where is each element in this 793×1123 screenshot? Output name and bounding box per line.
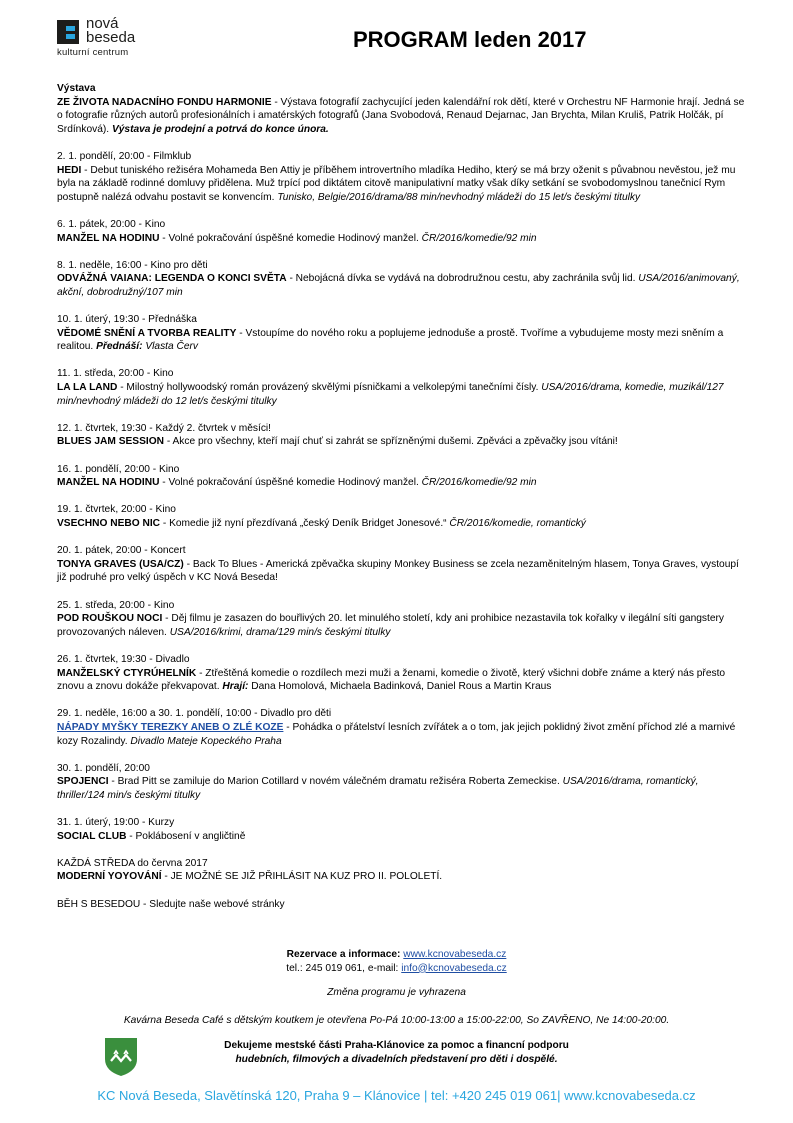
event-text: - Volné pokračování úspěšné komedie Hodinový manžel. bbox=[159, 477, 422, 489]
event-description bbox=[57, 381, 747, 408]
event-text: - Nebojácná dívka se vydává na dobrodružnou cestu, aby zachránila svůj lid. bbox=[286, 273, 639, 285]
event-text: - Akce pro všechny, kteří mají chuť si zahrát se spřízněnými dušemi. Zpěváci a zpěvačky jsou vítáni! bbox=[164, 436, 618, 448]
program-event bbox=[57, 816, 747, 843]
event-date: Výstava bbox=[57, 83, 96, 94]
event-description bbox=[57, 232, 747, 246]
program-event bbox=[57, 259, 747, 300]
cast-label: Hrají: bbox=[222, 681, 249, 693]
event-description bbox=[57, 667, 747, 694]
program-event bbox=[57, 313, 747, 354]
program-event bbox=[57, 544, 747, 585]
event-info: ČR/2016/komedie/92 min bbox=[421, 232, 537, 244]
event-title: VSECHNO NEBO NIC bbox=[57, 518, 161, 529]
event-date: 19. 1. čtvrtek, 20:00 - Kino bbox=[57, 504, 176, 516]
event-title: POD ROUŠKOU NOCI bbox=[57, 613, 163, 625]
event-date: 2. 1. pondělí, 20:00 - Filmklub bbox=[57, 150, 192, 162]
program-event bbox=[57, 653, 747, 694]
program-event bbox=[57, 599, 747, 640]
event-title-link[interactable]: NÁPADY MYŠKY TEREZKY ANEB O ZLÉ KOZE bbox=[57, 721, 284, 733]
event-title: MANŽELSKÝ CTYRÚHELNÍK bbox=[57, 667, 197, 679]
program-event bbox=[57, 503, 747, 530]
event-description bbox=[57, 775, 747, 802]
event-date: 30. 1. pondělí, 20:00 bbox=[57, 762, 150, 774]
event-description bbox=[57, 612, 747, 639]
event-title: LA LA LAND bbox=[57, 382, 118, 394]
lecturer-label: Přednáší: bbox=[96, 341, 143, 353]
event-date: 26. 1. čtvrtek, 19:30 - Divadlo bbox=[57, 653, 190, 665]
event-text: - Děj filmu je zasazen do bouřlivých 20. let minulého století, kdy ani prohibice nezastavila tok kořalky v ilegální síti gangstery provozovaných náleven. bbox=[57, 613, 725, 638]
event-date: 29. 1. neděle, 16:00 a 30. 1. pondělí, 10:00 - Divadlo pro děti bbox=[57, 708, 332, 720]
event-text: - JE MOŽNÉ SE JIŽ PŘIHLÁSIT NA KUZ PRO II. POLOLETÍ. bbox=[161, 871, 443, 883]
event-title: SPOJENCI bbox=[57, 776, 109, 788]
event-info: USA/2016/drama, komedie, muzikál/127 min/nevhodný mládeži do 12 let/s českými titulky bbox=[57, 382, 724, 407]
event-description bbox=[57, 830, 747, 844]
event-date: 10. 1. úterý, 19:30 - Přednáška bbox=[57, 314, 197, 326]
program-event bbox=[57, 857, 747, 884]
program-event bbox=[57, 762, 747, 803]
event-title: MANŽEL NA HODINU bbox=[57, 477, 160, 489]
event-description bbox=[57, 476, 747, 490]
event-title: SOCIAL CLUB bbox=[57, 830, 127, 842]
program-event bbox=[57, 422, 747, 449]
logo-wordmark: nová beseda bbox=[86, 15, 136, 46]
lecturer-name: Vlasta Červ bbox=[142, 341, 198, 353]
program-event bbox=[57, 218, 747, 245]
event-description bbox=[57, 327, 747, 354]
reservation-label: Rezervace a informace: bbox=[286, 949, 401, 960]
event-text: - Poklábosení v angličtině bbox=[126, 830, 246, 842]
program-event bbox=[57, 82, 747, 136]
event-title: ODVÁŽNÁ VAIANA: LEGENDA O KONCI SVĚTA bbox=[57, 273, 287, 285]
program-list bbox=[57, 82, 747, 925]
event-date: 20. 1. pátek, 20:00 - Koncert bbox=[57, 545, 186, 557]
event-note: Výstava je prodejní a potrvá do konce února. bbox=[111, 123, 329, 135]
event-description bbox=[57, 517, 747, 531]
phone-text: tel.: 245 019 061, e-mail: bbox=[286, 962, 399, 974]
event-description bbox=[57, 435, 747, 449]
event-date: BĚH S BESEDOU - Sledujte naše webové stránky bbox=[57, 898, 285, 910]
website-link[interactable]: www.kcnovabeseda.cz bbox=[403, 949, 507, 960]
cast-names: Dana Homolová, Michaela Badinková, Daniel Rous a Martin Kraus bbox=[248, 681, 552, 693]
event-title: HEDI bbox=[57, 164, 82, 176]
cafe-hours: Kavárna Beseda Café s dětským koutkem je otevřena Po-Pá 10:00-13:00 a 15:00-22:00, So ZAVŘENO, Ne 14:00-20:00. bbox=[123, 1015, 670, 1026]
sponsor-line-2: hudebních, filmových a divadelních představení pro děti i dospělé. bbox=[235, 1053, 558, 1065]
event-date: 12. 1. čtvrtek, 19:30 - Každý 2. čtvrtek v měsíci! bbox=[57, 422, 272, 434]
event-text: - Back To Blues - Americká zpěvačka skupiny Monkey Business se zcela nezaměnitelným hlasem, Tonya Graves, vystoupí již podruhé pro velký úspěch v KC Nová Beseda! bbox=[57, 558, 739, 584]
program-event bbox=[57, 898, 747, 912]
program-event bbox=[57, 367, 747, 408]
event-description bbox=[57, 272, 747, 299]
event-date: 6. 1. pátek, 20:00 - Kino bbox=[57, 218, 166, 230]
event-text: - Volné pokračování úspěšné komedie Hodinový manžel. bbox=[159, 232, 422, 244]
event-date: 16. 1. pondělí, 20:00 - Kino bbox=[57, 463, 180, 475]
event-text: - Ztřeštěná komedie o rozdílech mezi muži a ženami, komedie o životě, který všichni dobře známe a který nás přesto znovu a znovu dokáže překvapovat. bbox=[57, 667, 726, 693]
event-date: 25. 1. středa, 20:00 - Kino bbox=[57, 599, 175, 611]
event-title: VĚDOMÉ SNĚNÍ A TVORBA REALITY bbox=[57, 327, 237, 339]
event-date: 11. 1. středa, 20:00 - Kino bbox=[57, 368, 174, 380]
event-text: - Výstava fotografií zachycující jeden kalendářní rok dětí, které v Orchestru NF Harmonie hrají. Jedná se o fotografie různých autorů profesionálních i amatérských fotografů (Jana Svobodová, Renaud Dejarnac, Jan Brychta, Milan Kruliš, Patrik Holčák, pí Srdínková). bbox=[57, 96, 745, 135]
event-date: 31. 1. úterý, 19:00 - Kurzy bbox=[57, 817, 175, 829]
event-info: Divadlo Mateje Kopeckého Praha bbox=[130, 735, 282, 747]
footer-address: KC Nová Beseda, Slavětínská 120, Praha 9 – Klánovice | tel: +420 245 019 061| www.kcnovabeseda.cz bbox=[97, 1088, 696, 1103]
event-info: USA/2016/animovaný, akční, dobrodružný/107 min bbox=[57, 273, 740, 298]
event-info: ČR/2016/komedie, romantický bbox=[449, 518, 586, 529]
program-event bbox=[57, 707, 747, 748]
event-description bbox=[57, 870, 747, 884]
event-title: ZE ŽIVOTA NADACNÍHO FONDU HARMONIE bbox=[57, 96, 272, 108]
email-link[interactable]: info@kcnovabeseda.cz bbox=[401, 962, 507, 974]
logo-mark-icon bbox=[57, 20, 79, 44]
program-event bbox=[57, 463, 747, 490]
event-text: - Brad Pitt se zamiluje do Marion Cotillard v novém válečném dramatu režiséra Roberta Zemeckise. bbox=[108, 776, 563, 788]
event-title: MODERNÍ YOYOVÁNÍ bbox=[57, 871, 162, 883]
event-title: BLUES JAM SESSION bbox=[57, 436, 164, 448]
event-description bbox=[57, 558, 747, 585]
event-title: MANŽEL NA HODINU bbox=[57, 232, 160, 244]
event-text: - Milostný hollywoodský román provázený skvělými písničkami a velkolepými tanečními čísly. bbox=[117, 382, 542, 394]
event-description bbox=[57, 721, 747, 748]
sponsor-line-1: Dekujeme mestské části Praha-Klánovice za pomoc a financní podporu bbox=[224, 1040, 569, 1051]
event-text: - Komedie již nyní přezdívaná „český Deník Bridget Jonesové.“ bbox=[160, 518, 450, 529]
event-info: USA/2016/drama, romantický, thriller/124 min/s českými titulky bbox=[57, 776, 699, 801]
event-description bbox=[57, 96, 747, 137]
event-date: 8. 1. neděle, 16:00 - Kino pro děti bbox=[57, 259, 208, 271]
event-info: USA/2016/krimi, drama/129 min/s českými titulky bbox=[169, 626, 391, 638]
sponsor-thanks bbox=[0, 1039, 793, 1066]
page-title: PROGRAM leden 2017 bbox=[353, 27, 587, 52]
event-title: TONYA GRAVES (USA/CZ) bbox=[57, 558, 184, 570]
event-text: - Debut tuniského režiséra Mohameda Ben Attiy je příběhem introvertního mladíka Hediho, který se má brzy oženit s půvabnou nevěstou, jež mu byla na základě rodinné domluvy přidělena. Muž trpící pod diktátem citově manipulativní matky však díky setkání se svobodomyslnou tanečnicí Rym postupně nalézá odvahu postavit se konvencím. bbox=[57, 164, 736, 203]
event-date: KAŽDÁ STŘEDA do června 2017 bbox=[57, 857, 208, 869]
event-text: - Pohádka o přátelství lesních zvířátek a o tom, jak jejich poklidný život změní příchod zlé a marnivé kozy Rozalindy. bbox=[57, 721, 736, 747]
change-note: Změna programu je vyhrazena bbox=[327, 987, 466, 998]
event-info: Tunisko, Belgie/2016/drama/88 min/nevhodný mládeži do 15 let/s českými titulky bbox=[277, 191, 641, 203]
event-description bbox=[57, 164, 747, 205]
event-info: ČR/2016/komedie/92 min bbox=[421, 477, 537, 489]
program-event bbox=[57, 150, 747, 204]
contact-block bbox=[0, 948, 793, 975]
event-text: - Vstoupíme do nového roku a poplujeme jednoduše a prostě. Tvoříme a vybudujeme mosty mezi sněním a realitou. bbox=[57, 327, 724, 353]
logo-subtitle: kulturní centrum bbox=[57, 47, 129, 58]
